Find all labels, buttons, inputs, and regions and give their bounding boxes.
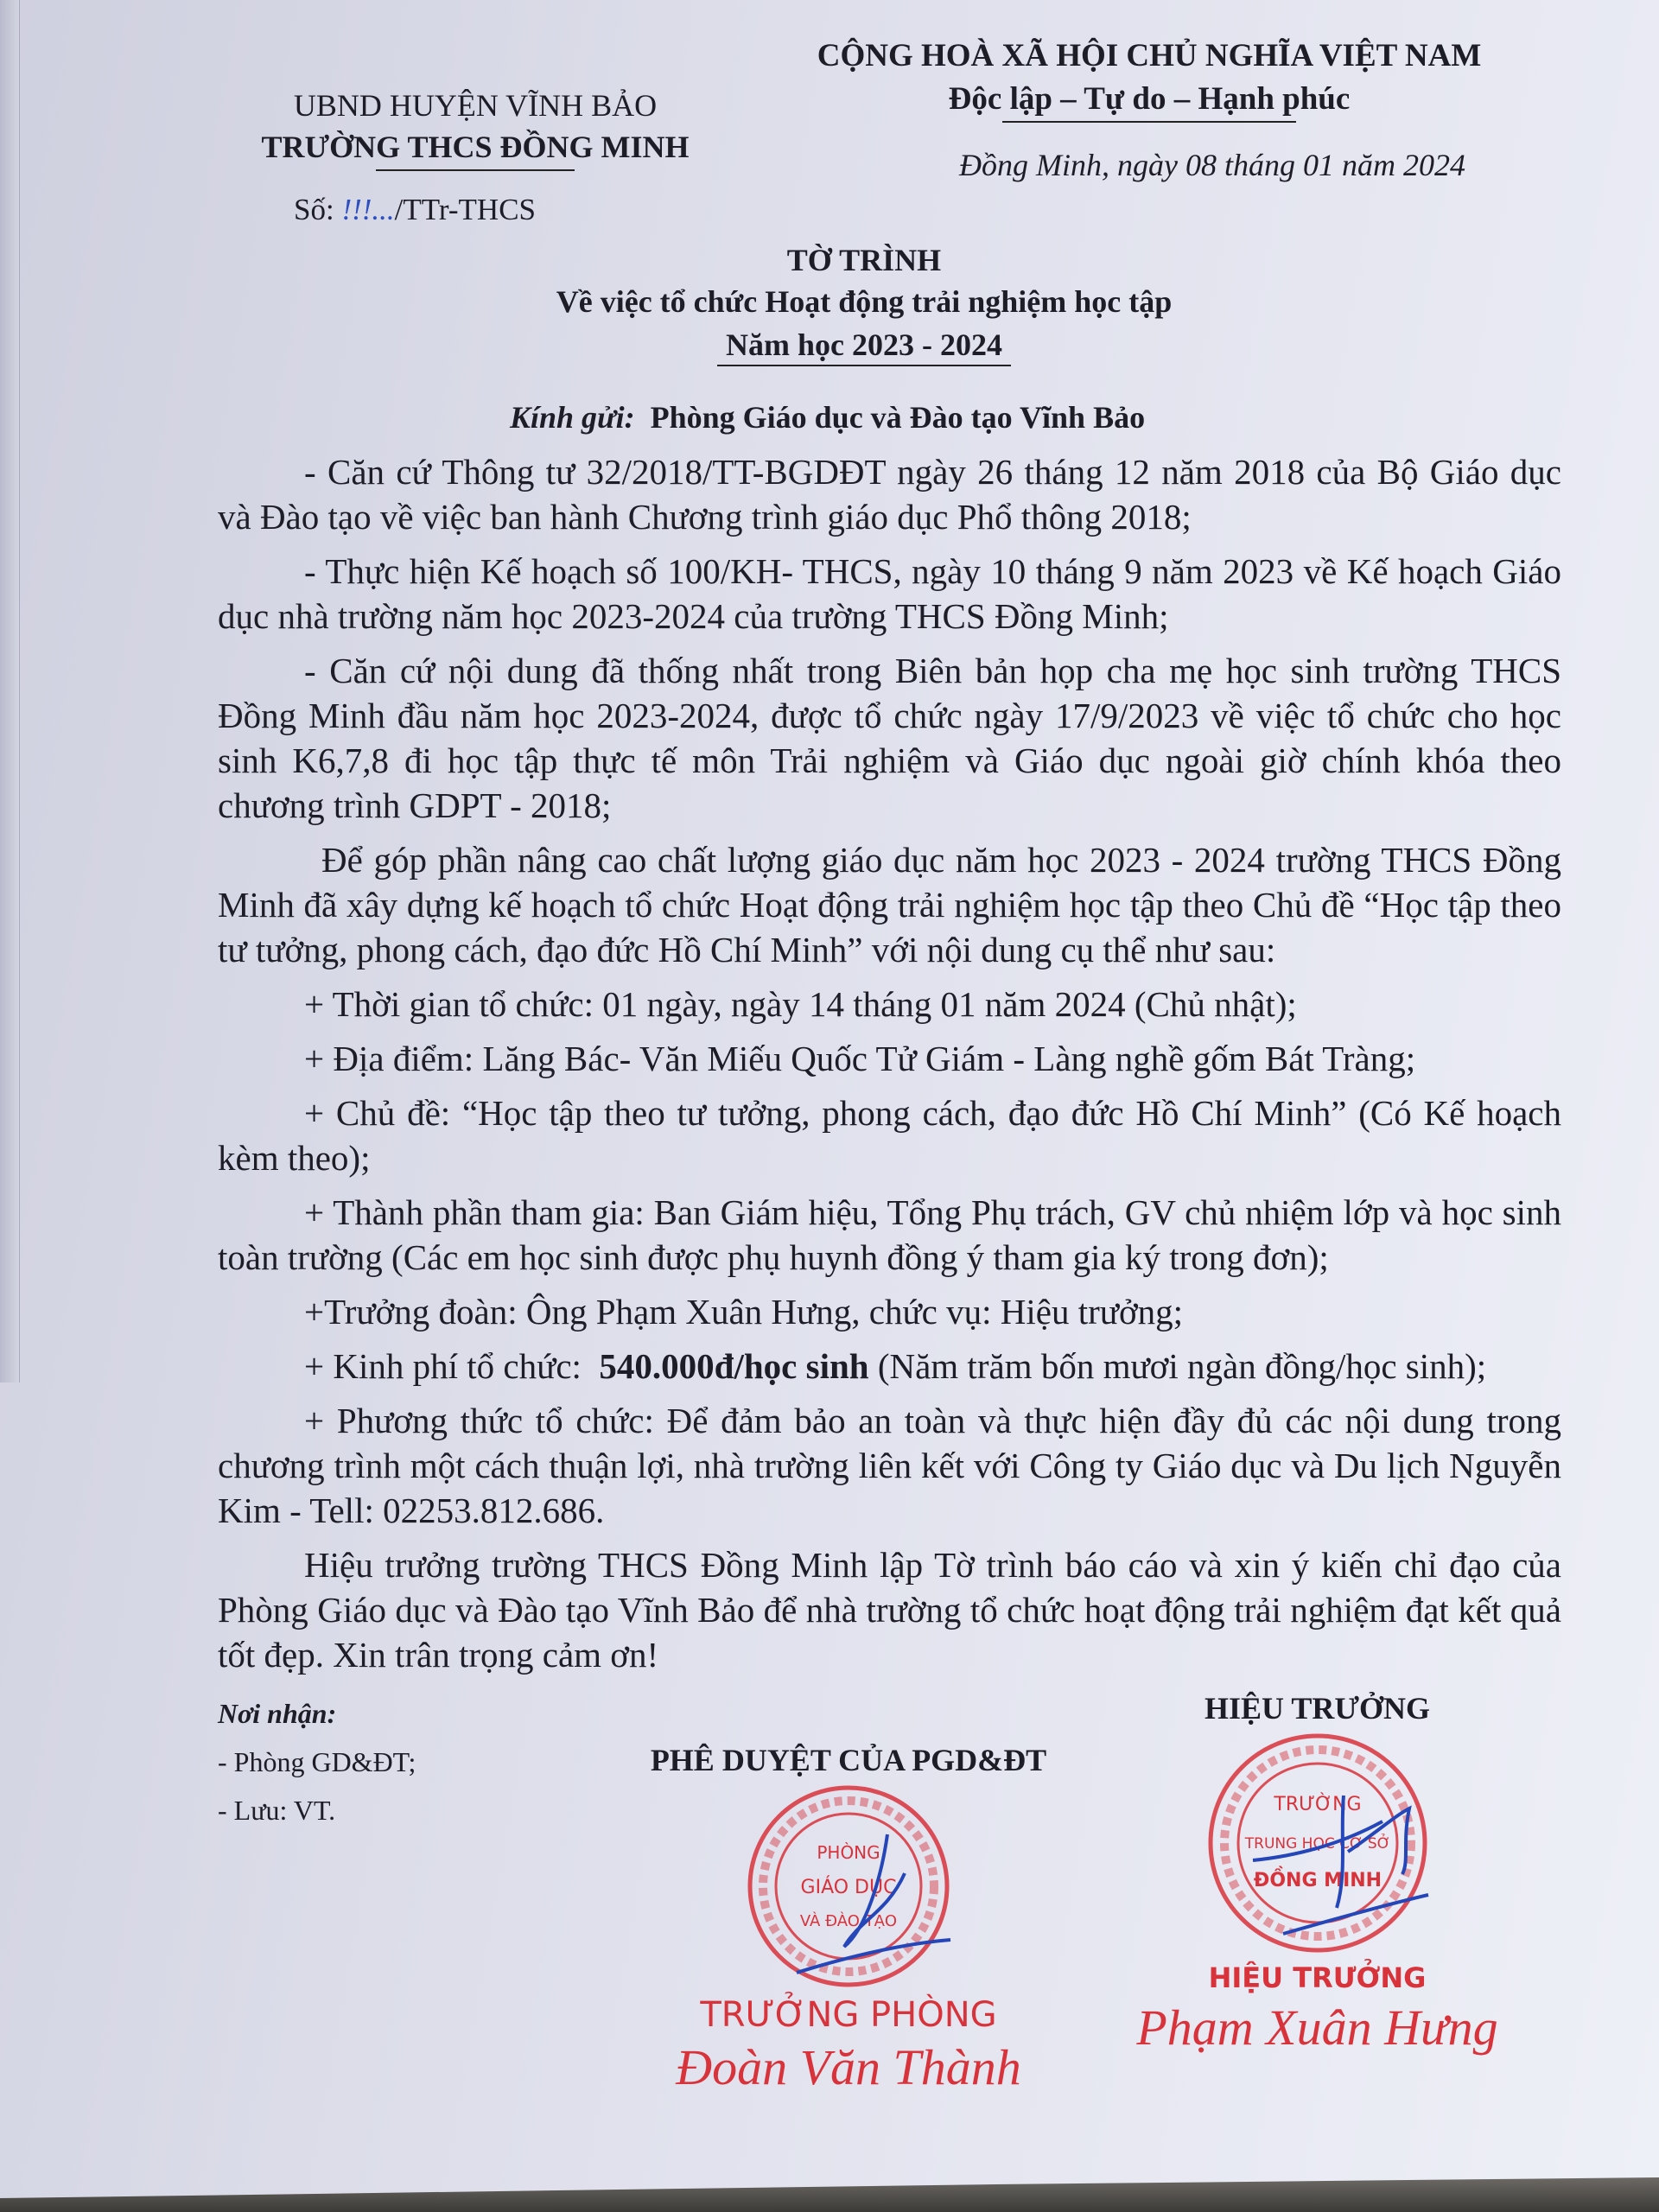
budget-amount: 540.000đ/học sinh	[599, 1346, 869, 1386]
paragraph: + Phương thức tổ chức: Để đảm bảo an toàn và thực hiện đầy đủ các nội dung trong chương trình một cách thuận lợi, nhà trường liên kết với Công ty Giáo dục và Du lịch Nguyễn Kim - Tell: 02253.812.686.	[218, 1401, 1561, 1530]
document-body	[218, 449, 1561, 1677]
number-label: Số:	[294, 193, 334, 226]
divider	[717, 365, 1011, 366]
document-number	[294, 192, 536, 228]
paragraph: - Căn cứ nội dung đã thống nhất trong Biên bản họp cha mẹ học sinh trường THCS Đồng Minh đầu năm học 2023-2024, được tổ chức ngày 17/9/2023 về việc tổ chức cho học sinh K6,7,8 đi học tập thực tế môn Trải nghiệm và Giáo dục ngoài giờ chính khóa theo chương trình GDPT - 2018;	[218, 651, 1561, 825]
paragraph: Hiệu trưởng trường THCS Đồng Minh lập Tờ trình báo cáo và xin ý kiến chỉ đạo của Phòng Giáo dục và Đào tạo Vĩnh Bảo để nhà trường tổ chức hoạt động trải nghiệm đạt kết quả tốt đẹp. Xin trân trọng cảm ơn!	[218, 1545, 1561, 1675]
paragraph: Để góp phần nâng cao chất lượng giáo dục năm học 2023 - 2024 trường THCS Đồng Minh đã xây dựng kế hoạch tổ chức Hoạt động trải nghiệm học tập theo Chủ đề “Học tập theo tư tưởng, phong cách, đạo đức Hồ Chí Minh” với nội dung cụ thể như sau:	[218, 840, 1561, 969]
school-year-text: Năm học 2023 - 2024	[726, 327, 1002, 362]
paragraph: +Trưởng đoàn: Ông Phạm Xuân Hưng, chức vụ: Hiệu trưởng;	[304, 1292, 1184, 1332]
signature-section	[218, 1689, 1561, 2099]
recipient-item: - Phòng GD&ĐT;	[218, 1746, 416, 1777]
principal-name: Phạm Xuân Hưng	[1136, 1999, 1498, 2056]
approval-title: PHÊ DUYỆT CỦA PGD&ĐT	[650, 1743, 1047, 1777]
school-year	[432, 327, 1296, 366]
recipients-label: Nơi nhận:	[218, 1698, 337, 1729]
principal-stamp-title: HIỆU TRƯỞNG	[1208, 1961, 1427, 1994]
number-value: !!!...	[341, 193, 395, 226]
paragraph: - Thực hiện Kế hoạch số 100/KH- THCS, ngày 10 tháng 9 năm 2023 về Kế hoạch Giáo dục nhà trường năm học 2023-2024 của trường THCS Đồng Minh;	[218, 551, 1561, 636]
principal-title: HIỆU TRƯỞNG	[1204, 1691, 1431, 1726]
divider	[376, 169, 575, 171]
school-name: TRƯỜNG THCS ĐỒNG MINH	[261, 130, 690, 164]
svg-text:ĐỒNG MINH: ĐỒNG MINH	[1253, 1870, 1382, 1891]
principal-block	[1073, 1689, 1561, 2099]
dept-head-name: Đoàn Văn Thành	[676, 2039, 1021, 2095]
number-suffix: /TTr-THCS	[394, 193, 536, 226]
paragraph: + Chủ đề: “Học tập theo tư tưởng, phong cách, đạo đức Hồ Chí Minh” (Có Kế hoạch kèm theo);	[218, 1093, 1561, 1178]
document-subject: Về việc tổ chức Hoạt động trải nghiệm học tập	[556, 284, 1173, 319]
budget-label: + Kinh phí tổ chức:	[304, 1346, 582, 1386]
document-main	[218, 449, 1561, 2099]
issuer-header	[216, 85, 734, 171]
national-header	[778, 35, 1521, 123]
svg-text:PHÒNG: PHÒNG	[817, 1842, 880, 1863]
agency-name: UBND HUYỆN VĨNH BẢO	[293, 88, 658, 123]
department-stamp	[745, 1783, 952, 1990]
document-type: TỜ TRÌNH	[786, 243, 942, 277]
svg-text:TRUNG HỌC CƠ SỞ: TRUNG HỌC CƠ SỞ	[1244, 1835, 1390, 1853]
recipient-label: Kính gửi:	[510, 400, 635, 435]
paragraph: + Địa điểm: Lăng Bác- Văn Miếu Quốc Tử Giám - Làng nghề gốm Bát Tràng;	[304, 1039, 1416, 1078]
svg-text:TRƯỜNG: TRƯỜNG	[1273, 1794, 1362, 1815]
recipient-item: - Lưu: VT.	[218, 1795, 336, 1826]
svg-text:VÀ ĐÀO TẠO: VÀ ĐÀO TẠO	[799, 1912, 898, 1930]
background-surface	[0, 2177, 1659, 2212]
paragraph: - Căn cứ Thông tư 32/2018/TT-BGDĐT ngày 26 tháng 12 năm 2018 của Bộ Giáo dục và Đào tạo về việc ban hành Chương trình giáo dục Phổ thông 2018;	[218, 452, 1561, 537]
underlying-paper-edge	[0, 0, 20, 1382]
republic-name: CỘNG HOÀ XÃ HỘI CHỦ NGHĨA VIỆT NAM	[817, 38, 1482, 73]
recipient-line	[510, 399, 1145, 435]
approval-block	[624, 1689, 1073, 2099]
paragraph-budget	[218, 1344, 1561, 1389]
motto: Độc lập – Tự do – Hạnh phúc	[948, 81, 1351, 117]
paragraph: + Thành phần tham gia: Ban Giám hiệu, Tổng Phụ trách, GV chủ nhiệm lớp và học sinh toàn trường (Các em học sinh được phụ huynh đồng ý tham gia ký trong đơn);	[218, 1192, 1561, 1277]
paragraph: + Thời gian tổ chức: 01 ngày, ngày 14 tháng 01 năm 2024 (Chủ nhật);	[304, 984, 1297, 1024]
date-line: Đồng Minh, ngày 08 tháng 01 năm 2024	[959, 148, 1465, 182]
recipient-name: Phòng Giáo dục và Đào tạo Vĩnh Bảo	[650, 400, 1146, 435]
school-stamp	[1205, 1731, 1430, 1955]
dept-head-title: TRƯỞNG PHÒNG	[700, 1995, 997, 2035]
recipients-list	[218, 1689, 624, 2099]
svg-text:GIÁO DỤC: GIÁO DỤC	[800, 1877, 897, 1898]
budget-words: (Năm trăm bốn mươi ngàn đồng/học sinh);	[877, 1346, 1487, 1386]
divider	[1002, 121, 1296, 123]
